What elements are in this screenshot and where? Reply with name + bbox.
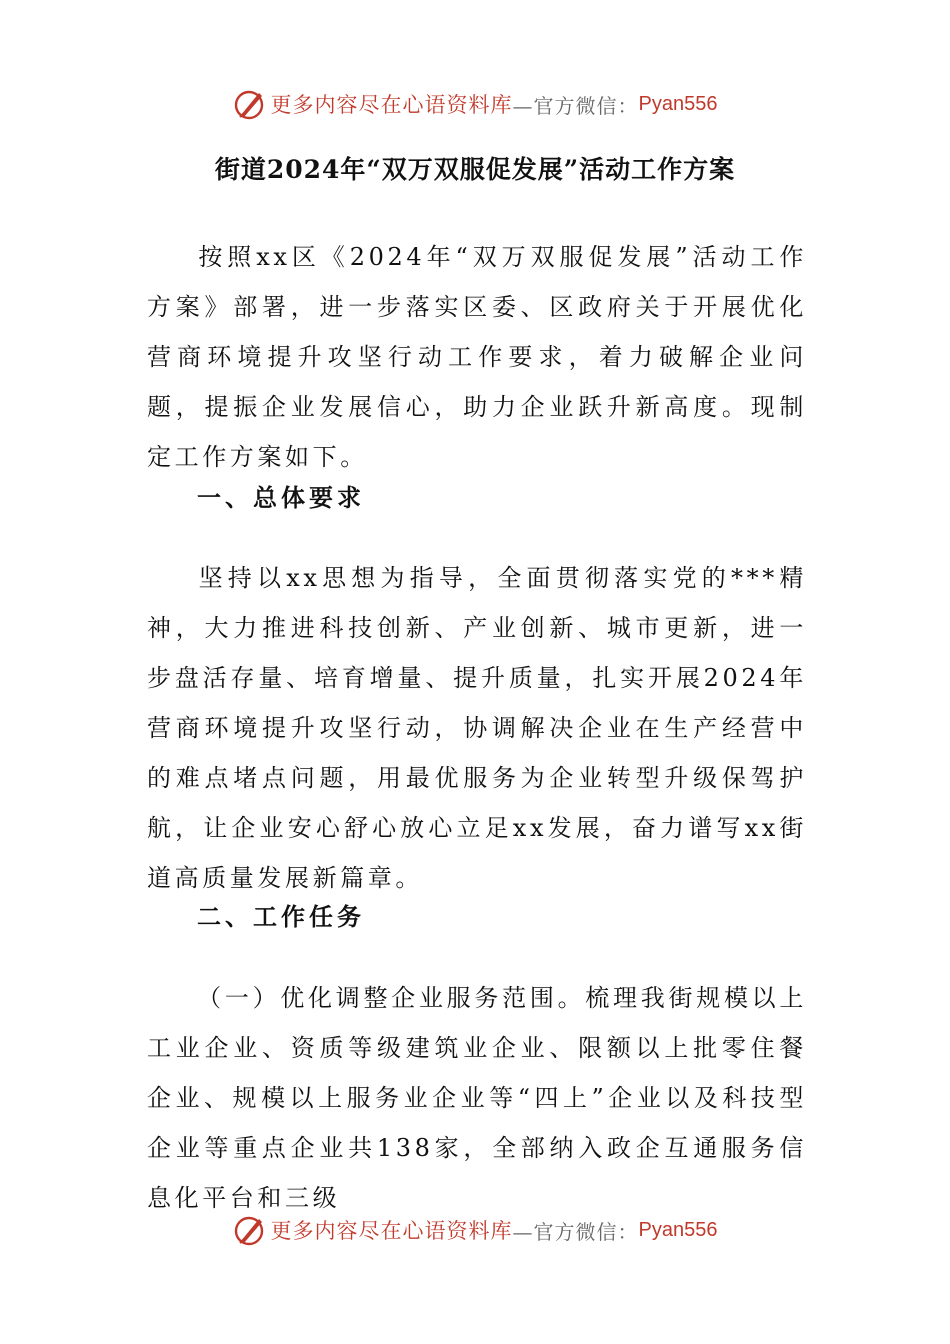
section1-text: 坚持以xx思想为指导，全面贯彻落实党的***精神，大力推进科技创新、产业创新、城市更新，进一步盘活存量、培育增量、提升质量，扎实开展2024年营商环境提升攻坚行动，协调解决企业在生产经营中的难点堵点问题，用最优服务为企业转型升级保驾护航，让企业安心舒心放心立足xx发展，奋力谱写xx街道高质量发展新篇章。	[147, 564, 807, 892]
section-heading-work-tasks: 二、工作任务	[197, 902, 365, 931]
watermark-wechat-id: Pyan556	[638, 92, 718, 115]
document-title: 街道2024年“双万双服促发展”活动工作方案	[214, 155, 736, 184]
quill-pen-circle-icon	[233, 87, 267, 121]
section-heading-overall-requirements: 一、总体要求	[197, 483, 365, 512]
watermark-separator-text: —官方微信：	[512, 1219, 639, 1244]
watermark-main-text: 更多内容尽在心语资料库	[270, 1219, 513, 1243]
watermark-separator-text: —官方微信：	[512, 93, 639, 118]
watermark-banner-top	[0, 84, 950, 124]
section2-item1-text: （一）优化调整企业服务范围。梳理我街规模以上工业企业、资质等级建筑业企业、限额以上批零住餐企业、规模以上服务业企业等“四上”企业以及科技型企业等重点企业共138家，全部纳入政企互通服务信息化平台和三级	[147, 984, 807, 1212]
section1-paragraph	[147, 553, 807, 903]
section2-item1-paragraph	[147, 973, 807, 1223]
intro-paragraph	[147, 232, 807, 482]
intro-text: 按照xx区《2024年“双万双服促发展”活动工作方案》部署，进一步落实区委、区政府关于开展优化营商环境提升攻坚行动工作要求，着力破解企业问题，提振企业发展信心，助力企业跃升新高度。现制定工作方案如下。	[147, 243, 807, 471]
quill-pen-circle-icon	[233, 1213, 267, 1247]
watermark-banner-bottom	[0, 1210, 950, 1250]
watermark-wechat-id: Pyan556	[638, 1218, 718, 1241]
watermark-main-text: 更多内容尽在心语资料库	[270, 93, 513, 117]
